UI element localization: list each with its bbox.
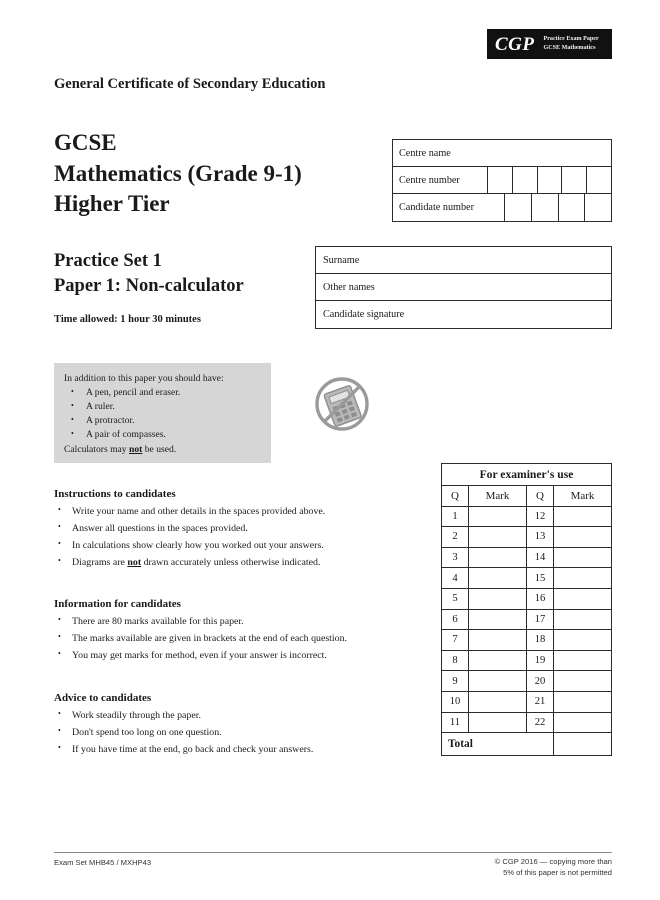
mark-cell-right[interactable]: [554, 547, 612, 568]
title-line-gcse: GCSE: [54, 130, 117, 155]
calculator-note-suffix: be used.: [142, 444, 177, 455]
question-number-left: 11: [442, 712, 469, 733]
centre-number-digit-cell[interactable]: [587, 167, 611, 193]
mark-cell-left[interactable]: [469, 527, 527, 548]
total-mark-cell[interactable]: [554, 733, 612, 756]
calculator-restriction-note: [64, 443, 261, 457]
surname-label: Surname: [323, 254, 360, 266]
title-line-tier: Higher Tier: [54, 191, 170, 217]
table-row: [442, 588, 612, 609]
no-calculator-icon: [311, 373, 373, 435]
question-number-right: 22: [527, 712, 554, 733]
advice-item: • Work steadily through the paper.: [54, 707, 454, 724]
mark-cell-right[interactable]: [554, 609, 612, 630]
mark-cell-left[interactable]: [469, 609, 527, 630]
mark-cell-left[interactable]: [469, 506, 527, 527]
information-item: • There are 80 marks available for this paper.: [54, 613, 454, 630]
information-item: • The marks available are given in brackets at the end of each question.: [54, 630, 454, 647]
other-names-field[interactable]: [316, 274, 611, 301]
mark-cell-left[interactable]: [469, 691, 527, 712]
copyright-line-2: 5% of this paper is not permitted: [503, 868, 612, 877]
advice-item: • If you have time at the end, go back and check your answers.: [54, 741, 454, 758]
table-row: [442, 547, 612, 568]
candidate-number-digit-cell[interactable]: [559, 194, 586, 221]
centre-number-digit-cell[interactable]: [538, 167, 563, 193]
examiner-table-title-row: [442, 464, 612, 486]
question-number-right: 12: [527, 506, 554, 527]
centre-number-digit-cell[interactable]: [488, 167, 513, 193]
equipment-item: • A protractor.: [64, 414, 261, 428]
information-item: • You may get marks for method, even if your answer is incorrect.: [54, 647, 454, 664]
candidate-number-label: Candidate number: [393, 194, 505, 221]
table-row: [442, 609, 612, 630]
copyright-line-1: © CGP 2016 — copying more than: [494, 857, 612, 866]
total-label: Total: [442, 733, 554, 756]
question-number-right: 17: [527, 609, 554, 630]
candidate-details-box: [315, 246, 612, 329]
question-number-left: 3: [442, 547, 469, 568]
instructions-item: • Answer all questions in the spaces provided.: [54, 520, 454, 537]
mark-cell-left[interactable]: [469, 568, 527, 589]
column-header-mark-right: Mark: [554, 486, 612, 507]
question-number-left: 6: [442, 609, 469, 630]
information-list: [54, 613, 454, 664]
equipment-list: [64, 386, 261, 442]
table-row: [442, 527, 612, 548]
mark-cell-right[interactable]: [554, 650, 612, 671]
question-number-left: 10: [442, 691, 469, 712]
qualification-heading: General Certificate of Secondary Education: [54, 76, 326, 92]
question-number-right: 14: [527, 547, 554, 568]
information-section: [54, 598, 454, 664]
equipment-item: • A ruler.: [64, 400, 261, 414]
cgp-wordmark: CGP: [495, 33, 535, 55]
instructions-item: • Write your name and other details in the spaces provided above.: [54, 503, 454, 520]
table-row: [442, 506, 612, 527]
footer-divider: [54, 852, 612, 853]
question-number-left: 7: [442, 630, 469, 651]
instructions-section: [54, 488, 454, 571]
equipment-box: [54, 363, 271, 463]
question-number-left: 5: [442, 588, 469, 609]
mark-cell-right[interactable]: [554, 506, 612, 527]
table-row: [442, 650, 612, 671]
mark-cell-left[interactable]: [469, 630, 527, 651]
mark-cell-right[interactable]: [554, 568, 612, 589]
question-number-right: 16: [527, 588, 554, 609]
question-number-right: 15: [527, 568, 554, 589]
cgp-logo-banner: [487, 29, 612, 59]
question-number-left: 9: [442, 671, 469, 692]
candidate-signature-label: Candidate signature: [323, 309, 405, 320]
advice-list: [54, 707, 454, 758]
mark-cell-right[interactable]: [554, 671, 612, 692]
mark-cell-left[interactable]: [469, 588, 527, 609]
mark-cell-left[interactable]: [469, 650, 527, 671]
centre-details-box: [392, 139, 612, 222]
mark-cell-right[interactable]: [554, 712, 612, 733]
exam-set-code: Exam Set MHB45 / MXHP43: [54, 858, 152, 867]
table-row: [442, 691, 612, 712]
candidate-number-row[interactable]: [393, 194, 611, 221]
surname-field[interactable]: [316, 247, 611, 274]
question-number-left: 1: [442, 506, 469, 527]
advice-section: [54, 692, 454, 758]
equipment-item: • A pen, pencil and eraser.: [64, 386, 261, 400]
column-header-mark-left: Mark: [469, 486, 527, 507]
cgp-logo-subtitle-line1: Practice Exam Paper: [543, 36, 599, 43]
advice-heading: Advice to candidates: [54, 692, 152, 704]
examiner-use-table: [441, 463, 612, 756]
other-names-label: Other names: [323, 281, 375, 293]
mark-cell-right[interactable]: [554, 691, 612, 712]
examiner-table-header-row: [442, 486, 612, 507]
candidate-signature-field[interactable]: [316, 301, 611, 328]
time-allowed-label: Time allowed: 1 hour 30 minutes: [54, 314, 201, 325]
mark-cell-left[interactable]: [469, 671, 527, 692]
centre-number-row[interactable]: [393, 167, 611, 194]
practice-set-label: Practice Set 1: [54, 251, 162, 271]
centre-number-label: Centre number: [393, 167, 488, 193]
cgp-logo-subtitle: [544, 35, 599, 52]
mark-cell-left[interactable]: [469, 547, 527, 568]
title-line-subject: Mathematics (Grade 9-1): [54, 160, 302, 186]
instructions-item: • Diagrams are not drawn accurately unless otherwise indicated.: [54, 554, 454, 571]
examiner-table-title: For examiner's use: [442, 464, 612, 486]
question-number-left: 2: [442, 527, 469, 548]
information-heading: Information for candidates: [54, 598, 181, 610]
column-header-q-left: Q: [442, 486, 469, 507]
table-row: [442, 630, 612, 651]
equipment-intro: In addition to this paper you should have:: [64, 373, 224, 384]
column-header-q-right: Q: [527, 486, 554, 507]
paper-subtitle: [54, 249, 244, 299]
advice-item: • Don't spend too long on one question.: [54, 724, 454, 741]
centre-number-digit-cell[interactable]: [562, 167, 587, 193]
question-number-right: 20: [527, 671, 554, 692]
mark-cell-right[interactable]: [554, 588, 612, 609]
paper-number-label: Paper 1: Non-calculator: [54, 275, 244, 296]
question-number-left: 8: [442, 650, 469, 671]
question-number-right: 21: [527, 691, 554, 712]
calculator-note-emphasis: not: [129, 444, 143, 455]
table-row: [442, 671, 612, 692]
table-row: [442, 568, 612, 589]
copyright-notice: [495, 856, 612, 878]
calculator-note-prefix: Calculators may: [64, 444, 130, 455]
mark-cell-right[interactable]: [554, 630, 612, 651]
candidate-number-digit-cell[interactable]: [505, 194, 532, 221]
candidate-number-digit-cell[interactable]: [532, 194, 559, 221]
mark-cell-right[interactable]: [554, 527, 612, 548]
question-number-right: 19: [527, 650, 554, 671]
cgp-logo-subtitle-line2: GCSE Mathematics: [543, 45, 596, 51]
candidate-number-digit-cell[interactable]: [585, 194, 611, 221]
mark-cell-left[interactable]: [469, 712, 527, 733]
equipment-item: • A pair of compasses.: [64, 428, 261, 442]
centre-number-digit-cell[interactable]: [513, 167, 538, 193]
question-number-left: 4: [442, 568, 469, 589]
instructions-item: • In calculations show clearly how you worked out your answers.: [54, 537, 454, 554]
question-number-right: 13: [527, 527, 554, 548]
instructions-list: [54, 503, 454, 571]
page-title: [54, 128, 302, 220]
total-row: [442, 733, 612, 756]
instructions-heading: Instructions to candidates: [54, 488, 176, 500]
table-row: [442, 712, 612, 733]
centre-name-row[interactable]: [393, 140, 611, 167]
centre-name-label: Centre name: [399, 147, 451, 159]
question-number-right: 18: [527, 630, 554, 651]
